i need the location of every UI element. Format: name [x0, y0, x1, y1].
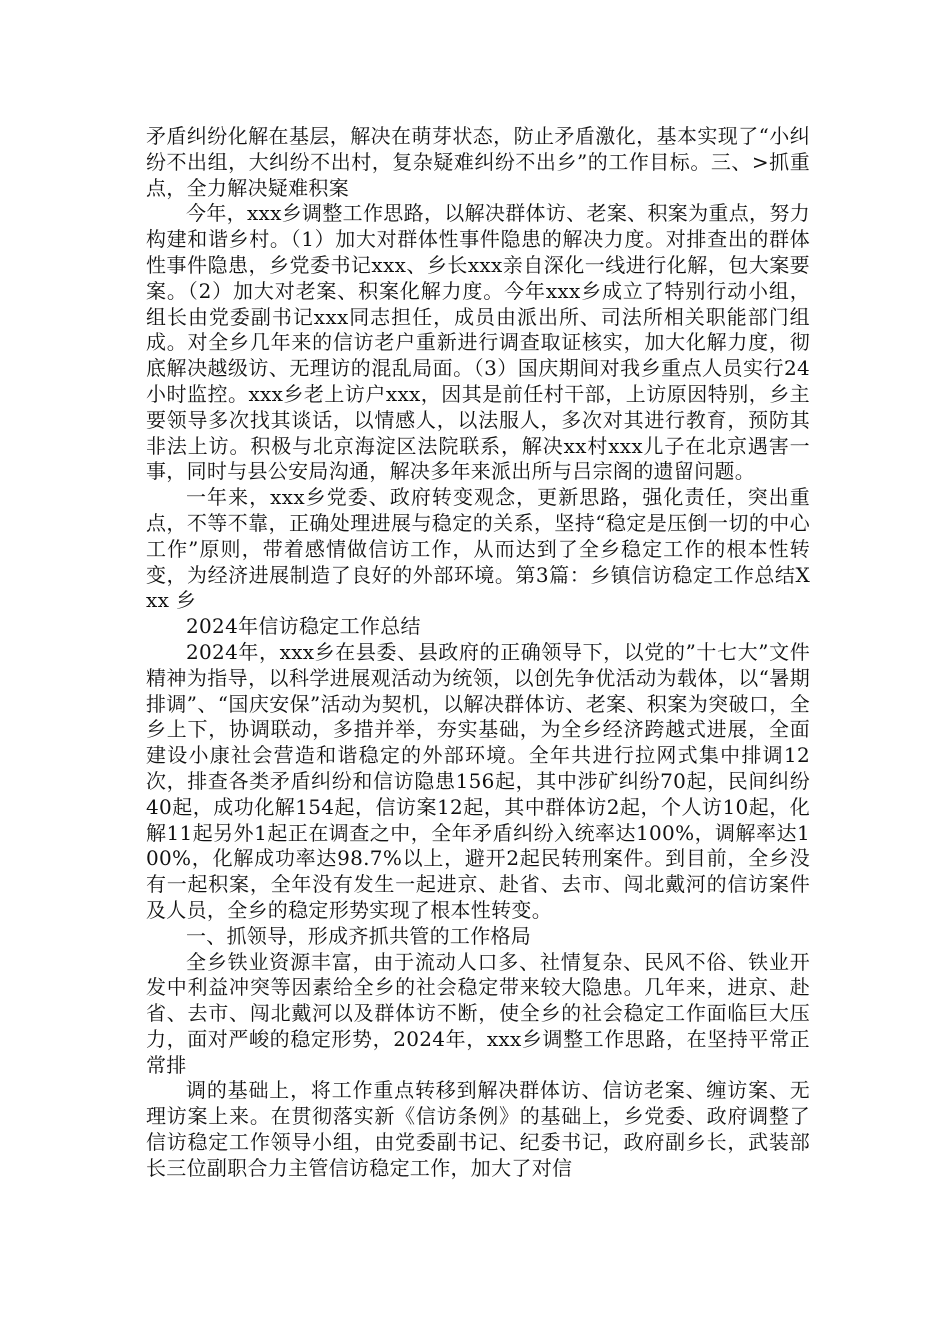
paragraph-6: 全乡铁业资源丰富，由于流动人口多、社情复杂、民风不俗、铁业开发中利益冲突等因素给全乡的社会稳定带来较大隐患。几年来，进京、赴省、去市、闯北戴河以及群体访不断，使全乡的社会稳定工作面临巨大压力，面对严峻的稳定形势，2024年，xxx乡调整工作思路，在坚持平常正常排: [146, 949, 810, 1077]
paragraph-1: 矛盾纠纷化解在基层，解决在萌芽状态，防止矛盾激化，基本实现了“小纠纷不出组，大纠纷不出村，复杂疑难纠纷不出乡”的工作目标。三、>抓重点，全力解决疑难积案: [146, 124, 810, 200]
paragraph-2: 今年，xxx乡调整工作思路，以解决群体访、老案、积案为重点，努力构建和谐乡村。（1）加大对群体性事件隐患的解决力度。对排查出的群体性事件隐患，乡党委书记xxx、乡长xxx亲自深化一线进行化解，包大案要案。（2）加大对老案、积案化解力度。今年xxx乡成立了特别行动小组，组长由党委副书记xxx同志担任，成员由派出所、司法所相关职能部门组成。对全乡几年来的信访老户重新进行调查取证核实，加大化解力度，彻底解决越级访、无理访的混乱局面。（3）国庆期间对我乡重点人员实行24小时监控。xxx乡老上访户xxx，因其是前任村干部，上访原因特别，乡主要领导多次找其谈话，以情感人，以法服人，多次对其进行教育，预防其非法上访。积极与北京海淀区法院联系，解决xx村xxx儿子在北京遇害一事，同时与县公安局沟通，解决多年来派出所与吕宗阁的遗留问题。: [146, 201, 810, 484]
paragraph-4-subtitle: 2024年信访稳定工作总结: [186, 614, 421, 639]
paragraph-3: 一年来，xxx乡党委、政府转变观念，更新思路，强化责任，突出重点，不等不靠，正确处理进展与稳定的关系，坚持“稳定是压倒一切的中心工作”原则，带着感情做信访工作，从而达到了全乡稳定工作的根本性转变，为经济进展制造了良好的外部环境。第3篇：乡镇信访稳定工作总结Xxx 乡: [146, 485, 810, 613]
paragraph-5: 2024年，xxx乡在县委、县政府的正确领导下，以党的”十七大”文件精神为指导，以科学进展观活动为统领，以创先争优活动为载体，以“暑期排调”、“国庆安保”活动为契机，以解决群体访、老案、积案为突破口，全乡上下，协调联动，多措并举，夯实基础，为全乡经济跨越式进展，全面建设小康社会营造和谐稳定的外部环境。全年共进行拉网式集中排调12次，排查各类矛盾纠纷和信访隐患156起，其中涉矿纠纷70起，民间纠纷40起，成功化解154起，信访案12起，其中群体访2起，个人访10起，化解11起另外1起正在调查之中，全年矛盾纠纷入统率达100%，调解率达100%，化解成功率达98.7%以上，避开2起民转刑案件。到目前，全乡没有一起积案，全年没有发生一起进京、赴省、去市、闯北戴河的信访案件及人员，全乡的稳定形势实现了根本性转变。: [146, 639, 810, 922]
section-heading-1: 一、抓领导，形成齐抓共管的工作格局: [186, 923, 532, 948]
document-page: [146, 124, 810, 1182]
paragraph-7: 调的基础上，将工作重点转移到解决群体访、信访老案、缠访案、无理访案上来。在贯彻落实新《信访条例》的基础上，乡党委、政府调整了信访稳定工作领导小组，由党委副书记、纪委书记，政府副乡长，武装部长三位副职合力主管信访稳定工作，加大了对信: [146, 1078, 810, 1180]
